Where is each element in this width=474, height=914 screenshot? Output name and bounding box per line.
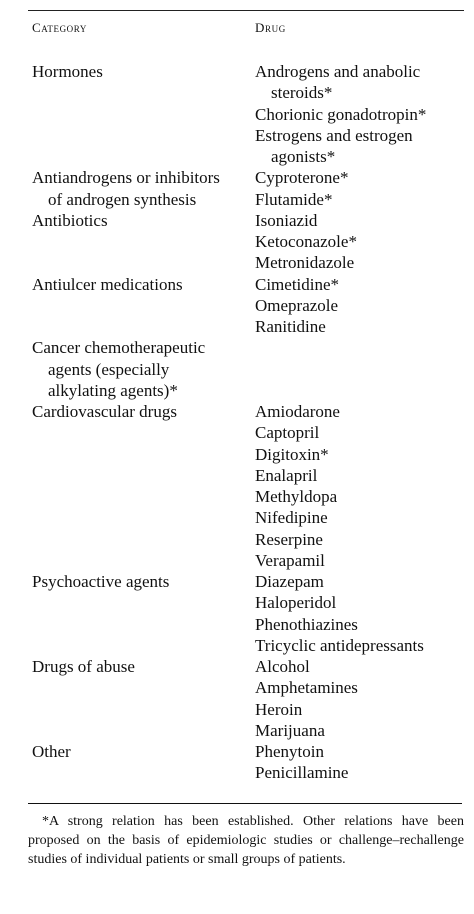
category-label: Antibiotics bbox=[32, 210, 108, 230]
footnote: *A strong relation has been established. Other relations have been proposed on the basis of epidemiologic studies or challenge–rechallenge studies of individual patients or small groups of patients. bbox=[28, 814, 464, 867]
drug-name: Verapamil bbox=[255, 550, 325, 570]
category-label: of androgen synthesis bbox=[48, 189, 197, 209]
drug-name: Ketoconazole* bbox=[255, 232, 357, 251]
drug-name: Marijuana bbox=[255, 720, 325, 740]
top-rule bbox=[28, 10, 464, 11]
category-label: Antiulcer medications bbox=[32, 274, 183, 294]
category-label: Psychoactive agents bbox=[32, 572, 170, 591]
drug-name: Isoniazid bbox=[255, 210, 318, 230]
drug-name: Cyproterone* bbox=[255, 168, 349, 188]
drug-name: Omeprazole bbox=[255, 295, 339, 315]
drug-name: Androgens and anabolic bbox=[255, 62, 421, 81]
drug-name: Heroin bbox=[255, 699, 303, 719]
drug-name: Alcohol bbox=[255, 657, 310, 676]
drug-name: Reserpine bbox=[255, 529, 323, 549]
drug-name: Amiodarone bbox=[255, 402, 340, 421]
header-drug: Drug bbox=[255, 20, 286, 35]
drug-name: Phenytoin bbox=[255, 742, 324, 761]
drug-name: Enalapril bbox=[255, 465, 318, 485]
drug-name: Captopril bbox=[255, 423, 320, 443]
category-label: Antiandrogens or inhibitors bbox=[32, 168, 220, 188]
drug-name: Chorionic gonadotropin* bbox=[255, 104, 427, 124]
drug-name: Estrogens and estrogen bbox=[255, 125, 413, 145]
drug-name: Flutamide* bbox=[255, 189, 333, 209]
drug-name: Nifedipine bbox=[255, 508, 328, 528]
drug-name: Penicillamine bbox=[255, 763, 349, 783]
drug-name: Metronidazole bbox=[255, 253, 355, 273]
drug-name: agonists* bbox=[271, 147, 336, 166]
category-label: Other bbox=[32, 742, 71, 761]
category-label: agents (especially bbox=[48, 359, 170, 379]
drug-name: Haloperidol bbox=[255, 593, 337, 613]
drug-name: Amphetamines bbox=[255, 678, 358, 698]
table-header bbox=[0, 20, 474, 44]
footnote-rule bbox=[28, 803, 462, 804]
drug-name: Diazepam bbox=[255, 572, 324, 591]
drug-name: Phenothiazines bbox=[255, 614, 358, 634]
category-label: alkylating agents)* bbox=[48, 380, 178, 400]
category-label: Drugs of abuse bbox=[32, 657, 135, 676]
drug-name: Ranitidine bbox=[255, 317, 326, 336]
drug-name: Cimetidine* bbox=[255, 274, 340, 294]
drug-name: Digitoxin* bbox=[255, 444, 329, 464]
drug-name: Methyldopa bbox=[255, 487, 338, 506]
drug-name: Tricyclic antidepressants bbox=[255, 635, 424, 655]
header-category: Category bbox=[32, 20, 87, 35]
category-label: Hormones bbox=[32, 62, 103, 81]
category-label: Cancer chemotherapeutic bbox=[32, 338, 206, 358]
category-label: Cardiovascular drugs bbox=[32, 402, 177, 421]
drug-name: steroids* bbox=[271, 83, 333, 103]
